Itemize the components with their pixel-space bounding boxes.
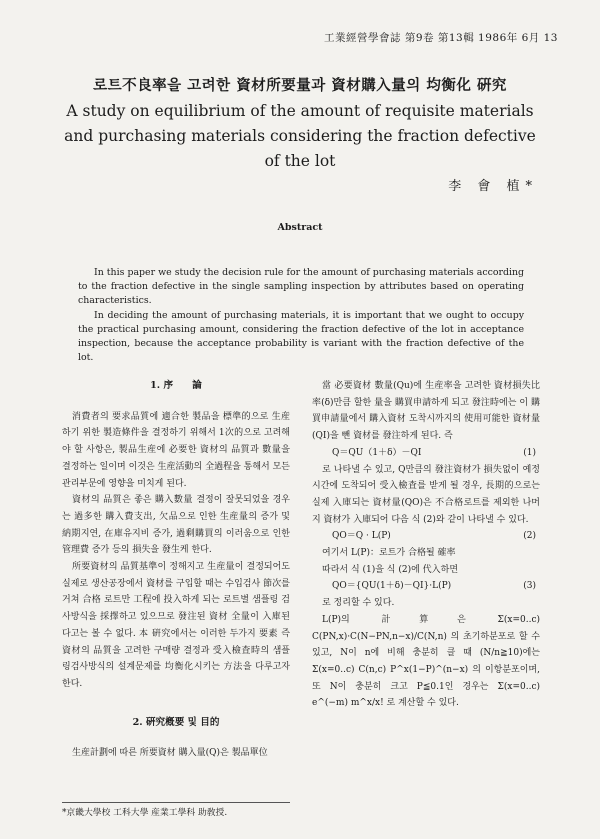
footnote: *京畿大學校 工科大學 産業工學科 助敎授.: [62, 808, 228, 818]
abstract-paragraph-2: In deciding the amount of purchasing materials, it is important that we ought to occupy the practical purchasing amount, considering the fraction defective of the lot in acceptance inspection, because the acceptance probability is variant with the fraction defective of the lot.: [78, 309, 524, 364]
right-paragraph-2: 로 나타낼 수 있고, Q만큼의 發注資材가 損失없이 예정시간에 도착되어 受入檢査를 받게 될 경우, 長期的으로는 실제 入庫되는 資材量(QO)은 不合格로트를 제외한 나머지 資材가 入庫되어 다음 식 (2)와 같이 나타낼 수 있다.: [312, 464, 540, 525]
title-korean: 로트不良率을 고려한 資材所要量과 資材購入量의 均衡化 硏究: [93, 77, 507, 94]
section-1-paragraph-1: 消費者의 要求品質에 適合한 製品을 標準的으로 生産하기 위한 製造條件을 결정하기 위해서 1次的으로 고려해야 할 사항은, 製品生産에 必要한 資材의 品質과 數量을 결정하는 일이며 이것은 生産活動의 全過程을 통해서 모든 관리부문에 영향을 미치게 된다.: [62, 411, 290, 489]
equation-3: [312, 578, 540, 595]
section-2-title: 2. 硏究槪要 및 目的: [132, 716, 220, 728]
equation-2: [312, 528, 540, 545]
equation-2-number: (2): [523, 531, 536, 542]
equation-1-body: Q＝QU（1＋δ）－QI: [332, 447, 422, 458]
right-paragraph-4: 로 정리할 수 있다.: [322, 598, 395, 609]
author-name: 李 會 植*: [448, 179, 538, 194]
equation-1: [312, 445, 540, 462]
abstract-paragraph-1: In this paper we study the decision rule for the amount of purchasing materials according to the fraction defective in the single sampling inspection by attributes based on operating characteristics.: [78, 267, 524, 307]
footnote-rule: [62, 802, 290, 803]
abstract-body: [78, 266, 524, 365]
right-paragraph-3b: 따라서 식 (1)을 식 (2)에 代入하면: [322, 564, 459, 575]
equation-3-number: (3): [523, 581, 536, 592]
section-2-paragraph-1: 生産計劃에 따른 所要資材 購入量(Q)은 製品單位: [72, 748, 268, 759]
equation-1-number: (1): [523, 447, 536, 458]
equation-3-body: QO＝{QU(1＋δ)－QI}·L(P): [332, 581, 452, 592]
journal-header: 工業經營學會誌 第9卷 第13輯 1986年 6月 13: [324, 32, 558, 44]
title-english: A study on equilibrium of the amount of requisite materials and purchasing materials considering the fraction defective of the lot: [64, 102, 536, 170]
section-1-title: 1. 序 論: [150, 380, 202, 391]
right-paragraph-1: 當 必要資材 數量(Qu)에 生産率을 고려한 資材損失比率(δ)만큼 할한 量을 購買申請하게 되고 發注時에는 이 購買申請量에서 購入資材 도착시까지의 使用可能한 資材量(QI)을 뺀 資材를 發注하게 된다. 즉: [312, 381, 540, 442]
abstract-heading: Abstract: [277, 222, 323, 233]
section-1-paragraph-3: 所要資材의 品質基準이 정해지고 生産量이 결정되어도 실제로 생산공장에서 資材를 구입할 때는 수입검사 節次를 거쳐 合格 로트만 工程에 投入하게 되는 로트별 샘플링 검사방식을 採擇하고 있으므로 發注된 資材 全量이 入庫된다고는 볼 수 없다. 本 硏究에서는 이러한 두가지 要素 즉 資材의 品質을 고려한 구매량 결정과 受入檢査時의 샘플링검사방식의 설계문제를 均衡化시키는 方法을 다루고자 한다.: [62, 562, 290, 689]
right-paragraph-5: L(P)의 計算은 Σ(x=0..c) C(PN,x)·C(N−PN,n−x)/C(N,n) 의 초기하분포로 할 수 있고, N이 n에 비해 충분히 클 때 (N/n≧10)에는 Σ(x=0..c) C(n,c) P^x(1−P)^(n−x) 의 이항분포이며, 또 N이 충분히 크고 P≦0.1인 경우는 Σ(x=0..c) e^(−m) m^x/x! 로 계산할 수 있다.: [312, 614, 540, 709]
left-column: [62, 378, 290, 762]
equation-2-body: QO＝Q · L(P): [332, 531, 391, 542]
section-1-paragraph-2: 資材의 品質은 좋은 購入數量 결정이 잘못되었을 경우는 過多한 購入費支出, 欠品으로 인한 生産量의 증가 및 納期지연, 在庫유지비 증가, 過剩購買의 이러움으로 인한 管理費 증가 등의 損失을 發生케 한다.: [62, 495, 290, 556]
right-column: [312, 378, 540, 712]
right-paragraph-3a: 여기서 L(P)：로트가 合格될 確率: [322, 548, 456, 559]
